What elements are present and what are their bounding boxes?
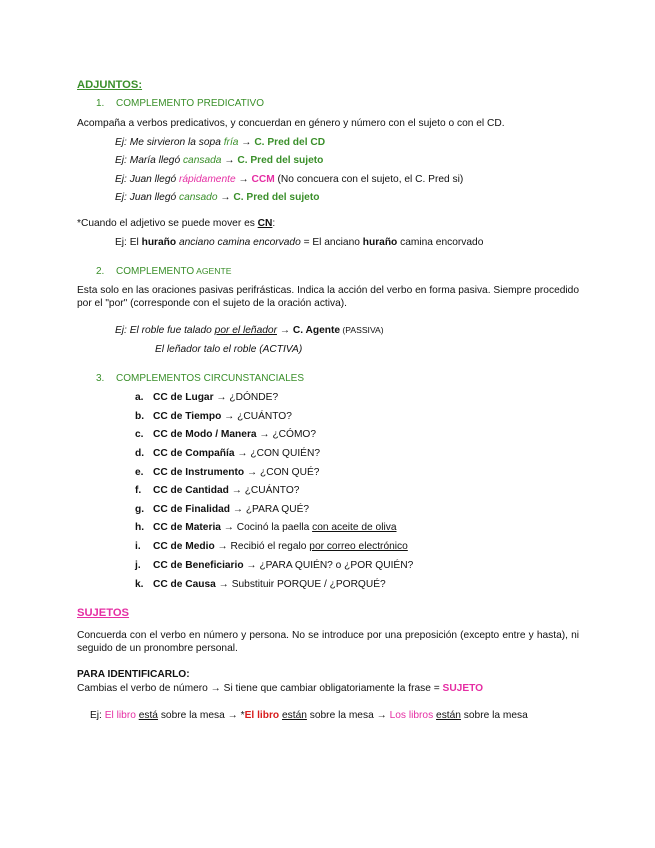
predicativo-example-4 (115, 191, 319, 204)
cc-question: → ¿CÓMO? (256, 429, 317, 440)
cc-letter: h. (135, 522, 145, 533)
cc-question: → ¿DÓNDE? (213, 392, 279, 403)
cc-letter: d. (135, 448, 145, 459)
example-result: C. Pred del sujeto (233, 192, 320, 203)
predicativo-example-1 (115, 136, 325, 149)
arrow: → (276, 325, 293, 336)
note-colon: : (272, 218, 276, 229)
cc-item (135, 559, 413, 572)
cc-question: → Cocinó la paella (220, 522, 313, 533)
sujetos-example (90, 709, 528, 722)
cc-name: CC de Materia (153, 522, 221, 533)
example-text: Ej: Me sirvieron la sopa (115, 137, 224, 148)
cc-name: CC de Lugar (153, 392, 214, 403)
identificar-rule: Cambias el verbo de número → Si tiene que cambiar obligatoriamente la frase = (77, 683, 443, 694)
heading-complemento-predicativo (96, 97, 264, 110)
cn-example (115, 236, 483, 249)
agente-description: Esta solo en las oraciones pasivas perifrásticas. Indica la acción del verbo en forma pasiva. Siempre procedido por el "por" (corresponde con el sujeto de la oración activa). (77, 285, 579, 309)
heading-number: 2. (96, 266, 105, 277)
example-text: anciano camina encorvado (176, 237, 301, 248)
heading-number: 1. (96, 98, 105, 109)
example-text: camina encorvado (397, 237, 484, 248)
cc-name: CC de Compañía (153, 448, 235, 459)
example-text: = El anciano (300, 237, 363, 248)
cc-letter: i. (135, 541, 141, 552)
heading-text: COMPLEMENTOS CIRCUNSTANCIALES (116, 373, 304, 384)
example-highlight: por el leñador (214, 325, 277, 336)
heading-text-small: AGENTE (194, 266, 232, 276)
cc-letter: g. (135, 504, 145, 515)
heading-text: COMPLEMENTO PREDICATIVO (116, 98, 264, 109)
cc-name: CC de Beneficiario (153, 560, 244, 571)
cc-item (135, 410, 292, 423)
cc-item (135, 503, 309, 516)
agente-example-2: El leñador talo el roble (ACTIVA) (155, 344, 303, 355)
cc-name: CC de Instrumento (153, 467, 245, 478)
example-text: Ej: El roble fue talado (115, 325, 215, 336)
cc-question: → ¿CUÁNTO? (228, 485, 300, 496)
identificar-title: PARA IDENTIFICARLO: (77, 669, 190, 680)
example-highlight: rápidamente (179, 174, 236, 185)
example-result: CCM (251, 174, 275, 185)
cc-question: → ¿PARA QUIÉN? o ¿POR QUIÉN? (243, 560, 414, 571)
cc-question: → ¿CON QUIÉN? (234, 448, 320, 459)
cc-item (135, 391, 278, 404)
predicativo-example-2 (115, 154, 323, 167)
example-result: C. Pred del CD (254, 137, 326, 148)
heading-complementos-circunstanciales (96, 372, 304, 385)
cc-question: → Recibió el regalo (214, 541, 310, 552)
heading-text: COMPLEMENTO (116, 266, 195, 277)
note-text: *Cuando el adjetivo se puede mover es (77, 218, 258, 229)
sujetos-description: Concuerda con el verbo en número y persona. No se introduce por una preposición (excepto entre y hasta), ni seguido de un pronombre personal. (77, 630, 579, 654)
cc-name: CC de Tiempo (153, 411, 222, 422)
example-text: sobre la mesa → * (157, 710, 245, 721)
cc-name: CC de Causa (153, 579, 216, 590)
example-text: Ej: Juan llegó (115, 174, 179, 185)
heading-number: 3. (96, 373, 105, 384)
example-highlight: huraño (141, 237, 177, 248)
example-subject: El libro (104, 710, 136, 721)
arrow: → (217, 192, 234, 203)
cc-question: → ¿CON QUÉ? (244, 467, 320, 478)
example-highlight: fría (223, 137, 239, 148)
agente-example-1 (115, 324, 384, 337)
example-result: C. Pred del sujeto (237, 155, 324, 166)
cc-item (135, 578, 386, 591)
example-text: sobre la mesa → (306, 710, 390, 721)
example-highlight: cansada (182, 155, 222, 166)
cc-letter: c. (135, 429, 144, 440)
heading-complemento-agente (96, 265, 231, 278)
cc-question: → Substituir PORQUE / ¿PORQUÉ? (215, 579, 386, 590)
cc-name: CC de Modo / Manera (153, 429, 257, 440)
cc-example-underlined: por correo electrónico (309, 541, 408, 552)
cc-letter: k. (135, 579, 144, 590)
section-title-sujetos: SUJETOS (77, 607, 130, 619)
section-title-adjuntos: ADJUNTOS: (77, 79, 143, 91)
cc-name: CC de Cantidad (153, 485, 229, 496)
example-verb: está (138, 710, 158, 721)
identificar-result: SUJETO (442, 683, 484, 694)
predicativo-example-3 (115, 173, 463, 186)
cc-letter: e. (135, 467, 144, 478)
example-result: C. Agente (292, 325, 341, 336)
cc-item (135, 521, 397, 534)
arrow: → (238, 137, 255, 148)
example-verb: están (282, 710, 307, 721)
example-note: (No concuera con el sujeto, el C. Pred si) (274, 174, 464, 185)
cc-question: → ¿CUÁNTO? (221, 411, 292, 422)
cc-name: CC de Medio (153, 541, 215, 552)
arrow: → (221, 155, 238, 166)
example-text: Ej: María llegó (115, 155, 183, 166)
example-text: Ej: Juan llegó (115, 192, 179, 203)
example-text: Ej: El (115, 237, 142, 248)
identificar-text (77, 682, 483, 695)
cc-question: → ¿PARA QUÉ? (229, 504, 310, 515)
cc-letter: j. (135, 560, 141, 571)
cc-letter: f. (135, 485, 142, 496)
example-text: sobre la mesa (460, 710, 528, 721)
cn-note (77, 217, 275, 230)
cc-item (135, 484, 299, 497)
cc-name: CC de Finalidad (153, 504, 230, 515)
example-subject: Los libros (389, 710, 434, 721)
example-subject-wrong: El libro (244, 710, 280, 721)
predicativo-description: Acompaña a verbos predicativos, y concuerdan en género y número con el sujeto o con el CD. (77, 118, 505, 129)
cc-letter: a. (135, 392, 144, 403)
cc-item (135, 540, 408, 553)
example-highlight: huraño (362, 237, 398, 248)
example-highlight: cansado (179, 192, 218, 203)
cc-letter: b. (135, 411, 145, 422)
cc-item (135, 428, 316, 441)
cc-example-underlined: con aceite de oliva (312, 522, 397, 533)
arrow: → (235, 174, 252, 185)
cc-item (135, 466, 319, 479)
example-verb: están (436, 710, 461, 721)
note-highlight: CN (257, 218, 273, 229)
example-text: Ej: (90, 710, 105, 721)
cc-item (135, 447, 320, 460)
example-note: (PASSIVA) (340, 325, 384, 335)
